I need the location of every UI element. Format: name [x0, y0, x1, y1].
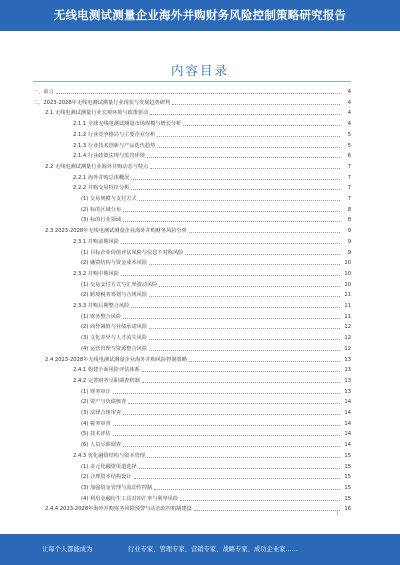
toc-leader-dots: [149, 296, 340, 297]
toc-leader-dots: [147, 157, 340, 158]
toc-entry[interactable]: [45, 107, 351, 116]
toc-entry-label: (1) 财务审计: [81, 388, 111, 395]
toc-entry-page: 8: [347, 206, 351, 213]
toc-entry[interactable]: [81, 257, 351, 266]
toc-entry[interactable]: [33, 86, 351, 95]
toc-leader-dots: [157, 147, 340, 148]
toc-entry-page: 10: [344, 270, 351, 277]
toc-entry[interactable]: [45, 354, 351, 363]
toc-leader-dots: [159, 286, 340, 287]
toc-entry[interactable]: [81, 471, 351, 480]
toc-entry-label: (4) 运营管理与资源整合风险: [81, 345, 148, 352]
toc-entry[interactable]: [73, 300, 351, 309]
toc-entry-page: 7: [347, 174, 351, 181]
toc-leader-dots: [134, 478, 341, 479]
toc-leader-dots: [189, 361, 340, 362]
toc-entry[interactable]: [73, 375, 351, 384]
toc-entry-label: (4) 利用金融衍生工具对冲汇率与利率风险: [81, 495, 179, 502]
toc-entry-page: 6: [347, 153, 351, 160]
toc-entry-label: 2.2.2 并购交易特征分析: [73, 185, 130, 192]
toc-entry-page: 7: [347, 196, 351, 202]
toc-entry-label: (1) 财务整合风险: [81, 313, 122, 320]
report-title: 无线电测试测量企业海外并购财务风险控制策略研究报告: [53, 8, 347, 22]
toc-entry-label: (2) 商誉减值与业绩承诺风险: [81, 324, 148, 331]
toc-entry[interactable]: [73, 172, 351, 181]
toc-entry[interactable]: [73, 118, 351, 127]
toc-leader-dots: [149, 328, 340, 329]
toc-entry-page: 13: [344, 388, 351, 395]
toc-entry-label: (2) 资产与负债核查: [81, 399, 127, 406]
toc-entry-page: 10: [344, 260, 351, 267]
toc-entry[interactable]: [81, 247, 351, 256]
header-bar: [0, 0, 400, 31]
toc-leader-dots: [185, 254, 340, 255]
toc-entry-label: (2) 跨境税务筹划与合规风险: [81, 292, 148, 299]
toc-entry-page: 5: [347, 131, 351, 138]
toc-leader-dots: [142, 382, 340, 383]
toc-entry[interactable]: [81, 311, 351, 320]
toc-entry-page: 10: [344, 281, 351, 288]
toc-leader-dots: [56, 93, 340, 94]
toc-entry[interactable]: [81, 321, 351, 330]
toc-entry-page: 13: [344, 356, 351, 363]
toc-entry-page: 15: [344, 495, 351, 502]
toc-leader-dots: [123, 414, 340, 415]
toc-entry-label: (2) 融资结构与资金成本风险: [81, 260, 148, 267]
toc-leader-dots: [128, 403, 340, 404]
toc-entry[interactable]: [81, 332, 351, 341]
toc-entry-page: 9: [347, 228, 351, 235]
toc-entry[interactable]: [45, 161, 351, 170]
toc-entry[interactable]: [45, 225, 351, 234]
toc-leader-dots: [113, 393, 340, 394]
toc-entry-page: 14: [344, 420, 351, 427]
toc-entry-page: 4: [347, 121, 351, 128]
toc-entry-label: (2) 合理资本结构设计: [81, 474, 132, 481]
toc-entry-page: 15: [344, 463, 351, 470]
toc-leader-dots: [154, 489, 340, 490]
toc-entry[interactable]: [73, 182, 351, 191]
toc-leader-dots: [113, 425, 340, 426]
toc-entry-label: 2.4.2 完善财务尽职调查机制: [73, 377, 140, 384]
footer-slogan: 让每个人都能成为: [42, 546, 93, 553]
toc-entry[interactable]: [81, 439, 351, 448]
toc-entry-label: 2.4.3 优化融资结构与资本管理: [73, 452, 145, 459]
toc-entry-page: 15: [344, 452, 351, 459]
toc-entry[interactable]: [81, 493, 351, 502]
toc-leader-dots: [149, 264, 340, 265]
toc-entry-page: 8: [347, 217, 351, 224]
toc-entry[interactable]: [81, 407, 351, 416]
toc-entry-label: (2) 标的区域分布: [81, 206, 122, 213]
toc-entry-label: 2.1.2 行业竞争格局与主要企业分析: [73, 131, 156, 138]
toc-entry-page: 7: [347, 185, 351, 192]
toc-entry-label: (6) 人员尽职调查: [81, 442, 122, 449]
toc-entry-page: 12: [344, 324, 351, 331]
toc-entry-page: 9: [347, 249, 351, 256]
toc-leader-dots: [147, 457, 340, 458]
toc-entry-page: 12: [344, 345, 351, 352]
footer-bar: [0, 534, 400, 565]
toc-entry[interactable]: [73, 364, 351, 373]
toc-leader-dots: [139, 200, 340, 201]
toc-leader-dots: [113, 435, 340, 436]
toc-entry-label: 2.3.3 并购后期整合风险: [73, 303, 130, 309]
toc-entry-page: 4: [347, 99, 351, 106]
toc-entry[interactable]: [73, 150, 351, 159]
toc-entry[interactable]: [81, 396, 351, 405]
toc-entry-label: 2.1.1 全球无线电测试测量市场规模与增长分析: [73, 121, 182, 128]
toc-entry[interactable]: [81, 289, 351, 298]
toc-entry-page: 9: [347, 238, 351, 245]
toc-entry[interactable]: [73, 268, 351, 277]
toc-leader-dots: [131, 179, 340, 180]
toc-leader-dots: [123, 221, 340, 222]
toc-entry[interactable]: [81, 386, 351, 395]
toc-entry[interactable]: [81, 418, 351, 427]
toc-entry-page: 4: [347, 110, 351, 117]
toc-entry[interactable]: [81, 204, 351, 213]
toc-entry-label: (1) 目标企业价值评估风险与信息不对称风险: [81, 249, 184, 256]
toc-leader-dots: [180, 500, 340, 501]
toc-entry-page: 5: [347, 142, 351, 149]
toc-leader-dots: [150, 168, 340, 169]
toc-leader-dots: [149, 339, 340, 340]
toc-entry-label: (1) 多元化融资渠道选择: [81, 463, 137, 470]
toc-leader-dots: [194, 510, 340, 511]
toc-entry[interactable]: [73, 129, 351, 138]
toc-entry-label: (3) 标的行业领域: [81, 217, 122, 224]
toc-leader-dots: [149, 350, 340, 351]
toc-entry[interactable]: [81, 214, 351, 223]
toc-entry-page: 14: [344, 399, 351, 406]
toc-entry-label: 2.1 无线电测试测量行业宏观环境与政策驱动: [45, 110, 149, 117]
toc-entry-label: (1) 交易支付方式与汇率波动风险: [81, 281, 158, 288]
toc-heading: 内容目录: [170, 63, 229, 78]
toc-entry-label: 2.4 2023-2028年无线电测试测量企业海外并购风险控制策略: [45, 356, 187, 363]
toc-leader-dots: [157, 136, 340, 137]
toc-entry-label: 2.3 2023-2028年无线电测试测量企业海外并购财务风险分析: [45, 228, 187, 235]
toc-entry[interactable]: [81, 428, 351, 437]
toc-entry-label: 2.2.1 海外并购总体概况: [73, 174, 130, 181]
toc-entry-page: 16: [344, 506, 351, 513]
toc-entry[interactable]: [81, 193, 351, 202]
toc-entry-label: (4) 税务审查: [81, 420, 111, 427]
toc-entry-page: 15: [344, 474, 351, 481]
toc-entry-label: (3) 法律合规审查: [81, 410, 122, 416]
toc-entry-page: 7: [347, 163, 351, 170]
toc-entry-page: 4: [347, 89, 351, 95]
toc-leader-dots: [123, 211, 340, 212]
toc-divider: [33, 81, 351, 82]
toc-entry[interactable]: [73, 140, 351, 149]
toc-entry-page: 11: [344, 303, 351, 309]
toc-leader-dots: [142, 371, 340, 372]
toc-entry-label: 2.3.2 并购中期风险: [73, 270, 119, 277]
toc-entry-label: 2.4.1 构建全面风险评估体系: [73, 367, 140, 374]
toc-entry-page: 15: [344, 484, 351, 491]
toc-entry-label: (3) 加强资金管理与流动性控制: [81, 484, 153, 491]
toc-entry-page: 12: [344, 335, 351, 342]
toc-entry[interactable]: [81, 461, 351, 470]
toc-entry-label: 2.3.1 并购前期风险: [73, 238, 119, 245]
page-number: 1: [336, 512, 339, 517]
toc-leader-dots: [131, 189, 340, 190]
toc-entry-label: 2.1.4 行业政策法规与监管环境: [73, 153, 145, 160]
toc-leader-dots: [121, 243, 340, 244]
toc-entry-page: 11: [344, 313, 351, 320]
toc-entry-label: 2.4.4 2023-2028年海外并购财务风险预警与动态监控机制建设: [45, 506, 192, 513]
footer-tagline: 行业专家、管理专家、营销专家、战略专家、成功企业家……: [128, 546, 299, 553]
toc-leader-dots: [150, 114, 340, 115]
toc-entry[interactable]: [33, 97, 351, 106]
toc-entry-page: 11: [344, 292, 351, 299]
toc-leader-dots: [123, 318, 340, 319]
toc-entry-page: 14: [344, 431, 351, 438]
toc-entry-label: 二、2023-2028年无线电测试测量行业现状与发展趋势研判: [33, 99, 171, 106]
toc-entry[interactable]: [45, 503, 351, 512]
toc-entry[interactable]: [81, 279, 351, 288]
toc-entry-page: 13: [344, 377, 351, 384]
toc-leader-dots: [189, 232, 340, 233]
toc-entry-label: (3) 文化差异与人才流失风险: [81, 335, 148, 342]
toc-entry-page: 14: [344, 410, 351, 416]
toc-leader-dots: [183, 125, 340, 126]
toc-entry-label: 一、前言: [33, 89, 54, 95]
toc-entry[interactable]: [81, 482, 351, 491]
toc-entry-label: 2.1.3 行业技术创新与产品迭代趋势: [73, 142, 156, 149]
toc-entry[interactable]: [81, 343, 351, 352]
toc-entry-label: (1) 交易规模与支付方式: [81, 196, 137, 202]
toc-leader-dots: [131, 307, 340, 308]
toc-leader-dots: [121, 275, 340, 276]
toc-leader-dots: [123, 446, 340, 447]
toc-leader-dots: [139, 468, 340, 469]
toc-entry-page: 13: [344, 367, 351, 374]
toc-entry-label: 2.2 无线电测试测量行业海外并购动态与特点: [45, 163, 149, 170]
toc-leader-dots: [172, 104, 340, 105]
toc-entry[interactable]: [73, 450, 351, 459]
toc-entry-label: (5) 技术评估: [81, 431, 111, 438]
toc-entry[interactable]: [73, 236, 351, 245]
toc-entry-page: 14: [344, 442, 351, 449]
